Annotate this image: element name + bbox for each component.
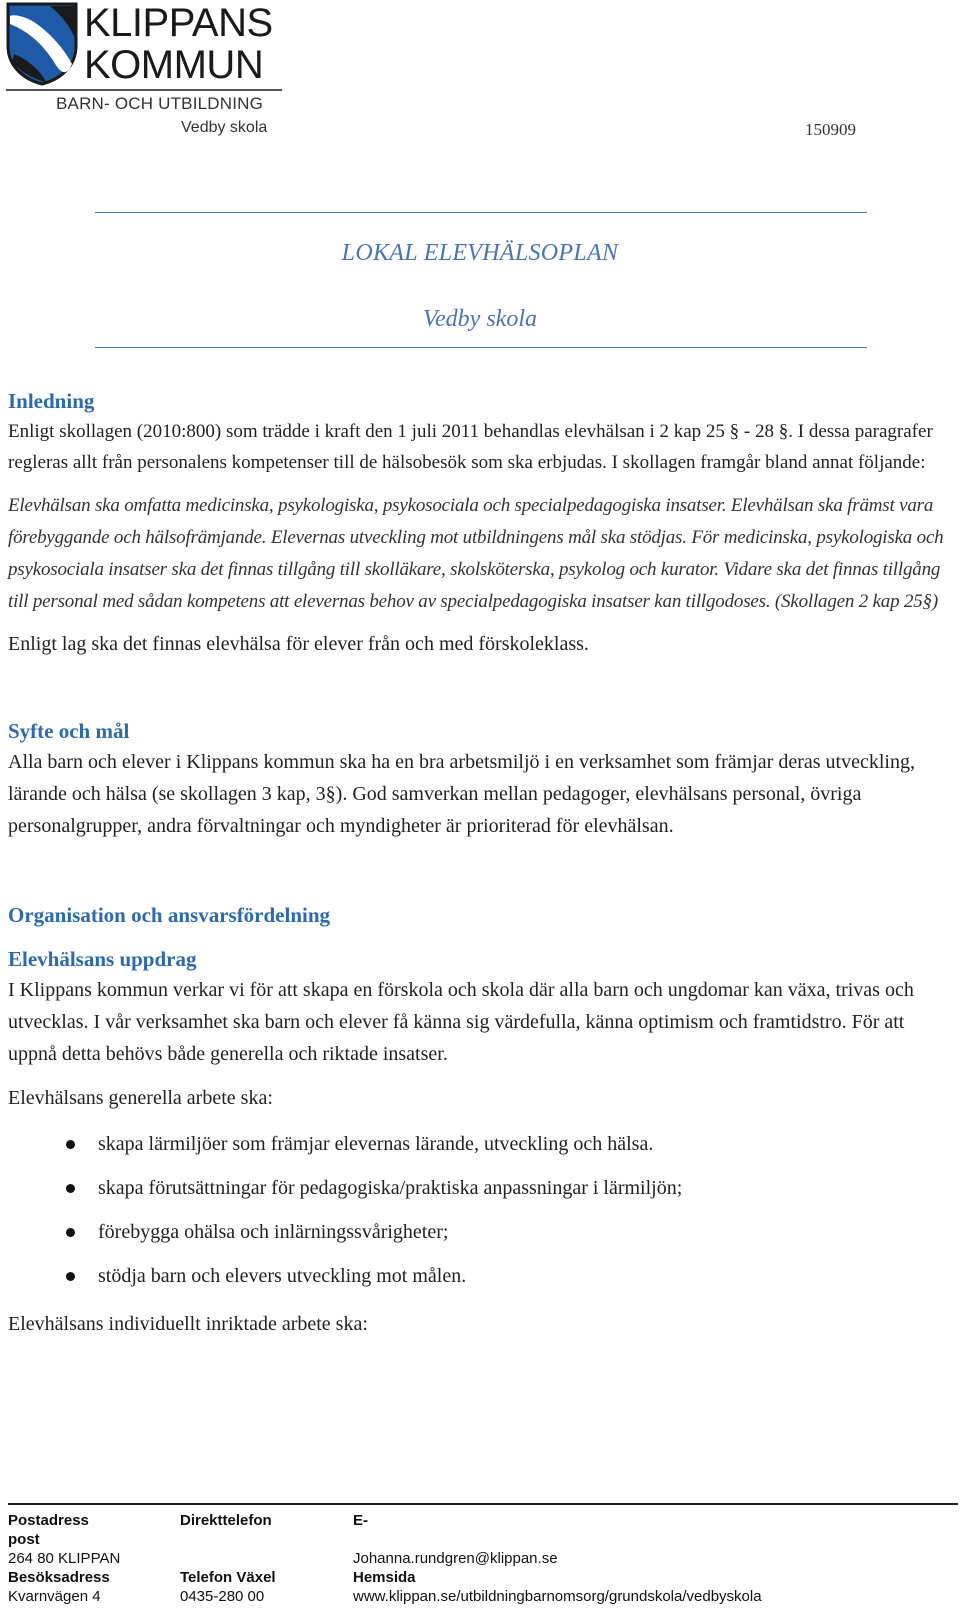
organisation-paragraph: I Klippans kommun verkar vi för att skapa en förskola och skola där alla barn och ungdomar kan växa, trivas och utvecklas. I vår verksamhet ska barn och elever få känna sig värdefulla, känna optimism och framtidstro. För att uppnå detta behövs både generella och riktade insatser. — [8, 979, 914, 1065]
bullet-icon — [66, 1228, 75, 1237]
heading-syfte-och-mal: Syfte och mål — [8, 719, 130, 743]
goals-paragraph: Alla barn och elever i Klippans kommun ska ha en bra arbetsmiljö i en verksamhet som främjar deras utveckling, lärande och hälsa (se skollagen 3 kap, 3§). God samverkan mellan pedagoger, elevhälsans personal, övriga personalgrupper, andra förvaltningar och myndigheter är prioriterad för elevhälsan. — [8, 751, 915, 837]
direkttelefon-label: Direkttelefon — [180, 1512, 272, 1529]
postadress-label: Postadress — [8, 1512, 89, 1529]
hemsida-link[interactable]: www.klippan.se/utbildningbarnomsorg/grundskola/vedbyskola — [353, 1588, 762, 1605]
logo-line-1: KLIPPANS — [84, 1, 273, 45]
logo-wordmark — [84, 2, 273, 86]
hemsida-label: Hemsida — [353, 1569, 416, 1586]
postadress-value: 264 80 KLIPPAN — [8, 1550, 121, 1567]
title-bottom-rule — [95, 347, 867, 348]
document-date: 150909 — [805, 120, 856, 139]
telefon-vaxel-label: Telefon Växel — [180, 1569, 276, 1586]
besoksadress-value: Kvarnvägen 4 — [8, 1588, 101, 1605]
intro-paragraph: Enligt skollagen (2010:800) som trädde i kraft den 1 juli 2011 behandlas elevhälsan i 2 kap 25 § - 28 §. I dessa paragrafer regleras allt från personalens kompetenser till de hälsobesök som ska erbjudas. I skollagen framgår bland annat följande: — [8, 421, 933, 473]
epost-value[interactable]: Johanna.rundgren@klippan.se — [353, 1550, 558, 1567]
heading-elevhalsans-uppdrag: Elevhälsans uppdrag — [8, 947, 197, 971]
logo-line-2: KOMMUN — [84, 43, 264, 87]
telefon-vaxel-value: 0435-280 00 — [180, 1588, 265, 1605]
list-item: skapa förutsättningar för pedagogiska/praktiska anpassningar i lärmiljön; — [8, 1166, 953, 1210]
logo-school-name: Vedby skola — [181, 119, 268, 136]
klippans-kommun-logo — [6, 2, 296, 142]
document-title: LOKAL ELEVHÄLSOPLAN — [341, 240, 619, 266]
municipal-shield-icon — [6, 2, 80, 86]
logo-divider — [6, 89, 282, 91]
general-work-intro: Elevhälsans generella arbete ska: — [8, 1087, 273, 1109]
heading-organisation: Organisation och ansvarsfördelning — [8, 903, 331, 927]
logo-department: BARN- OCH UTBILDNING — [56, 94, 264, 113]
bullet-icon — [66, 1140, 75, 1149]
intro-note: Enligt lag ska det finnas elevhälsa för elever från och med förskoleklass. — [8, 633, 589, 655]
title-top-rule — [95, 212, 867, 213]
individual-work-intro: Elevhälsans individuellt inriktade arbete ska: — [8, 1313, 368, 1335]
general-work-list — [8, 1122, 953, 1298]
skollagen-quote: Elevhälsan ska omfatta medicinska, psykologiska, psykosociala och specialpedagogiska insatser. Elevhälsan ska främst vara förebyggande och hälsofrämjande. Elevernas utveckling mot utbildningens mål ska stödjas. För medicinska, psykologiska och psykosociala insatser ska det finnas tillgång till skolläkare, skolsköterska, psykolog och kurator. Vidare ska det finnas tillgång till personal med sådan kompetens att elevernas behov av specialpedagogiska insatser kan tillgodoses. (Skollagen 2 kap 25§) — [8, 495, 944, 612]
document-body — [8, 388, 953, 1340]
list-item: skapa lärmiljöer som främjar elevernas lärande, utveckling och hälsa. — [8, 1122, 953, 1166]
page-footer — [0, 1503, 960, 1609]
bullet-icon — [66, 1272, 75, 1281]
heading-inledning: Inledning — [8, 389, 95, 413]
epost-label-continued: post — [8, 1531, 40, 1548]
epost-label: E- — [353, 1512, 368, 1529]
document-subtitle: Vedby skola — [423, 306, 537, 332]
besoksadress-label: Besöksadress — [8, 1569, 110, 1586]
bullet-icon — [66, 1184, 75, 1193]
footer-rule — [8, 1503, 958, 1505]
list-item: stödja barn och elevers utveckling mot målen. — [8, 1254, 953, 1298]
list-item: förebygga ohälsa och inlärningssvårigheter; — [8, 1210, 953, 1254]
